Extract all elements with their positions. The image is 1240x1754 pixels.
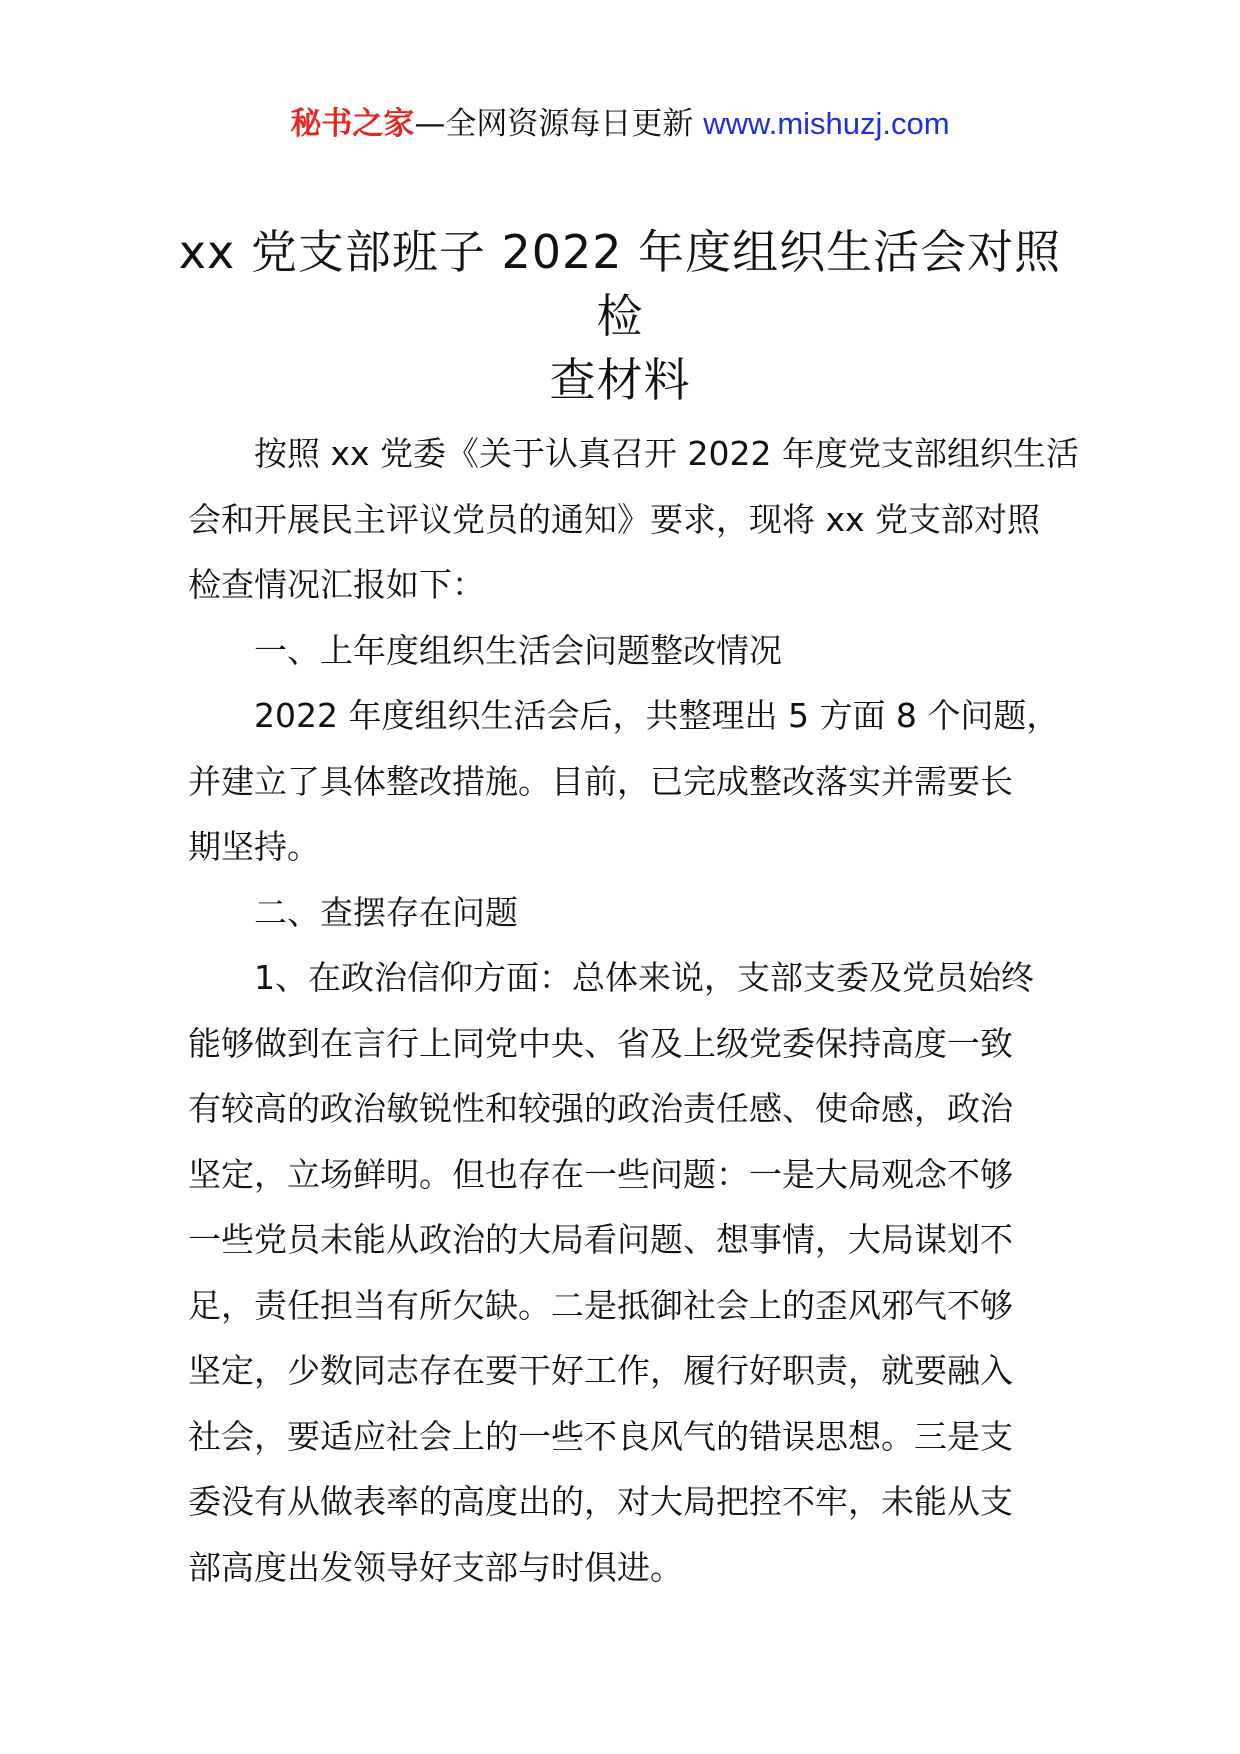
title-line: 查材料	[549, 353, 691, 407]
political-belief-paragraph	[188, 945, 1058, 1600]
document-body	[188, 421, 1079, 1600]
text-line: 期坚持。	[188, 827, 320, 866]
text-line: 有较高的政治敏锐性和较强的政治责任感、使命感，政治	[188, 1089, 1013, 1128]
document-title	[170, 220, 1070, 412]
site-slogan: —全网资源每日更新	[414, 106, 694, 142]
text-line: 能够做到在言行上同党中央、省及上级党委保持高度一致	[188, 1023, 1013, 1063]
intro-paragraph	[188, 421, 1079, 618]
text-line: 并建立了具体整改措施。目前，已完成整改落实并需要长	[188, 761, 1013, 801]
site-header	[0, 102, 1240, 146]
text-line: 会和开展民主评议党员的通知》要求，现将 xx 党支部对照	[188, 499, 1041, 539]
text-line: 坚定，立场鲜明。但也存在一些问题：一是大局观念不够	[188, 1154, 1013, 1194]
section-heading-2	[188, 880, 1058, 946]
text-line: 委没有从做表率的高度出的，对大局把控不牢，未能从支	[188, 1482, 1013, 1521]
text-line: 足，责任担当有所欠缺。二是抵御社会上的歪风邪气不够	[188, 1285, 1013, 1325]
text-line: 社会，要适应社会上的一些不良风气的错误思想。三是支	[188, 1416, 1013, 1456]
text-line: 1、在政治信仰方面：总体来说，支部支委及党员始终	[254, 958, 1034, 997]
text-line: 一、上年度组织生活会问题整改情况	[254, 630, 782, 670]
text-line: 按照 xx 党委《关于认真召开 2022 年度党支部组织生活	[254, 434, 1079, 473]
text-line: 2022 年度组织生活会后，共整理出 5 方面 8 个问题，	[254, 696, 1060, 735]
section-heading-1	[188, 618, 1058, 684]
text-line: 二、查摆存在问题	[254, 892, 518, 932]
site-url-link[interactable]: www.mishuzj.com	[703, 106, 950, 141]
title-line: xx 党支部班子 2022 年度组织生活会对照检	[178, 225, 1062, 343]
text-line: 坚定，少数同志存在要干好工作，履行好职责，就要融入	[188, 1351, 1013, 1390]
rectification-paragraph	[188, 683, 1058, 880]
text-line: 一些党员未能从政治的大局看问题、想事情，大局谋划不	[188, 1220, 1013, 1259]
brand-name: 秘书之家	[290, 106, 415, 142]
text-line: 检查情况汇报如下：	[188, 565, 485, 604]
text-line: 部高度出发领导好支部与时俱进。	[188, 1547, 683, 1587]
